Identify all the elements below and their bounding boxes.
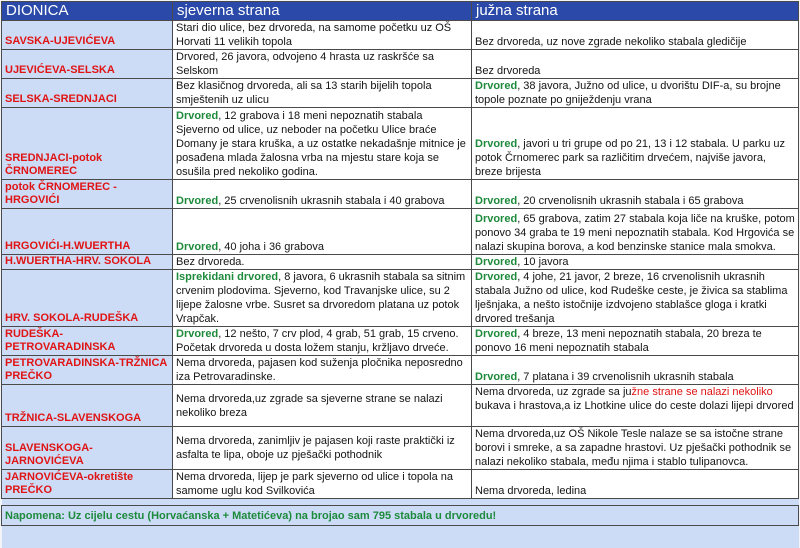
north-text: , 40 joha i 36 grabova (218, 241, 324, 253)
south-side-note (472, 180, 799, 209)
north-side-note (173, 21, 472, 50)
drvored-label: Drvored (475, 80, 517, 92)
north-side-note (173, 356, 472, 385)
drvored-label: Drvored (475, 138, 517, 150)
south-text: Nema drvoreda, ledina (475, 485, 586, 497)
south-text: , 20 crvenolisnih ukrasnih stabala i 65 grabova (517, 195, 743, 207)
north-text: , 25 crvenolisnih ukrasnih stabala i 40 grabova (218, 195, 444, 207)
south-text: Nema drvoreda, uz zgrade sa ju (475, 386, 632, 398)
bottom-area (2, 526, 799, 548)
section-name: H.WUERTHA-HRV. SOKOLA (2, 255, 173, 270)
south-text: Bez drvoreda, uz nove zgrade nekoliko stabala gledičije (475, 36, 747, 48)
south-side-note (472, 327, 799, 356)
header-south-side: južna strana (472, 2, 799, 21)
footnote: Napomena: Uz cijelu cestu (Horvaćanska + Matetićeva) na brojao sam 795 stabala u drvoredu! (2, 506, 799, 526)
north-side-note (173, 327, 472, 356)
north-text: Stari dio ulice, bez drvoreda, na samome početku uz OŠ Horvati 11 velikih topola (176, 22, 451, 48)
south-side-note (472, 108, 799, 180)
table-row (2, 427, 799, 470)
drvored-label: Drvored (176, 110, 218, 122)
section-name: SELSKA-SREDNJACI (2, 79, 173, 108)
table-row (2, 327, 799, 356)
table-row (2, 50, 799, 79)
north-side-note (173, 108, 472, 180)
north-side-note (173, 427, 472, 470)
table-row (2, 356, 799, 385)
drvored-label: Drvored (475, 195, 517, 207)
south-text: Nema drvoreda,uz OŠ Nikole Tesle nalaze se sa istočne strane borovi i smreke, a sa zapadne hrastovi. Uz pješački pothodnik se nalazi nekoliko stabala, među njima i stablo tulipanovca. (475, 428, 791, 468)
south-text-red: žne strane se nalazi nekoliko (632, 386, 773, 398)
drvored-label: Drvored (475, 371, 517, 383)
north-text: Nema drvoreda, lijep je park sjeverno od ulice i topola na samome uglu kod Svilkovića (176, 471, 453, 497)
north-text: Nema drvoreda,uz zgrade sa sjeverne strane se nalazi nekoliko breza (176, 393, 443, 419)
section-name: SREDNJACI-potok ČRNOMEREC (2, 108, 173, 180)
south-side-note (472, 79, 799, 108)
bottom-cell (2, 526, 799, 548)
south-text: Bez drvoreda (475, 65, 540, 77)
section-name: JARNOVIĆEVA-okretište PREČKO (2, 470, 173, 499)
north-text: Nema drvoreda, zanimljiv je pajasen koji raste praktički iz asfalta te lipa, oboje uz pješački pothodnik (176, 435, 455, 461)
north-side-note (173, 209, 472, 255)
south-text: , javori u tri grupe od po 21, 13 i 12 stabala. U parku uz potok Črnomerec park sa različitim drvećem, najviše javora, breze brijesta (475, 138, 785, 178)
south-side-note (472, 356, 799, 385)
north-text: , 12 grabova i 18 meni nepoznatih stabala Sjeverno od ulice, uz neboder na početku Ulice braće Domany je stara kruška, a uz ostatke nekadašnje mitnice je posađena mlada žalosna vrba na mjestu stare koja se osušila pred nekoliko godina. (176, 110, 466, 178)
drvored-label: Drvored (475, 328, 517, 340)
section-name: HRV. SOKOLA-RUDEŠKA (2, 270, 173, 327)
south-side-note (472, 21, 799, 50)
section-name: RUDEŠKA-PETROVARADINSKA (2, 327, 173, 356)
south-side-note (472, 470, 799, 499)
north-side-note (173, 255, 472, 270)
drvored-label: Drvored (475, 271, 517, 283)
drvored-label: Isprekidani drvored (176, 271, 278, 283)
table-row (2, 255, 799, 270)
north-side-note (173, 79, 472, 108)
south-text: , 4 johe, 21 javor, 2 breze, 16 crvenolisnih ukrasnih stabala Južno od ulice, kod Rudeške ceste, je živica sa stablima lješnjaka, a nešto istočnije izdvojeno stablašce gloga i kratki drvored trešanja (475, 271, 787, 325)
tree-survey-table (1, 1, 799, 548)
drvored-label: Drvored (176, 241, 218, 253)
spacer (2, 499, 799, 506)
south-text: , 65 grabova, zatim 27 stabala koja liče na kruške, potom ponovo 34 graba te 19 meni nepoznatih stabala. Kod Hrgovića se nalazi skupina borova, a kod benzinske stanice mala smokva. (475, 213, 795, 253)
section-name: TRŽNICA-SLAVENSKOGA (2, 385, 173, 427)
section-name: PETROVARADINSKA-TRŽNICA PREČKO (2, 356, 173, 385)
south-text: bukava i hrastova,a iz Lhotkine ulice do ceste dolazi lijepi drvored (475, 400, 794, 412)
table-row (2, 108, 799, 180)
drvored-label: Drvored (176, 328, 218, 340)
south-text: , 7 platana i 39 crvenolisnih ukrasnih stabala (517, 371, 733, 383)
south-text: , 4 breze, 13 meni nepoznatih stabala, 20 breza te ponovo 16 meni nepoznatih stabala (475, 328, 762, 354)
north-side-note (173, 470, 472, 499)
north-text: Nema drvoreda, pajasen kod suženja pločnika neposredno iza Petrovaradinske. (176, 357, 463, 383)
north-text: , 8 javora, 6 ukrasnih stabala sa sitnim crvenim plodovima. Sjeverno, kod Travanjske ulice, su 2 lijepe žalosne vrbe. Susret sa drvoredom platana uz potok Vrapčak. (176, 271, 465, 325)
north-text: Bez drvoreda. (176, 256, 244, 268)
south-side-note (472, 50, 799, 79)
table-row (2, 209, 799, 255)
table-row (2, 470, 799, 499)
header-dionica: DIONICA (2, 2, 173, 21)
drvored-label: Drvored (475, 213, 517, 225)
spacer-cell (2, 499, 799, 506)
section-name: SAVSKA-UJEVIĆEVA (2, 21, 173, 50)
header-row (2, 2, 799, 21)
south-side-note (472, 427, 799, 470)
south-side-note (472, 270, 799, 327)
drvored-label: Drvored (176, 195, 218, 207)
table-row (2, 270, 799, 327)
table-row (2, 21, 799, 50)
section-name: HRGOVIĆI-H.WUERTHA (2, 209, 173, 255)
north-text: , 12 nešto, 7 crv plod, 4 grab, 51 grab, 15 crveno. Početak drvoreda u dosta ložem stanju, kržljavo drveće. (176, 328, 459, 354)
header-north-side: sjeverna strana (173, 2, 472, 21)
south-side-note (472, 385, 799, 427)
south-side-note (472, 209, 799, 255)
north-side-note (173, 385, 472, 427)
north-side-note (173, 50, 472, 79)
south-text: , 38 javora, Južno od ulice, u dvorištu DIF-a, su brojne topole poznate po gniježdenju vrana (475, 80, 781, 106)
north-side-note (173, 180, 472, 209)
north-text: Drvored, 26 javora, odvojeno 4 hrasta uz raskršće sa Selskom (176, 51, 434, 77)
north-side-note (173, 270, 472, 327)
table-row (2, 180, 799, 209)
south-side-note (472, 255, 799, 270)
table-row (2, 79, 799, 108)
section-name: UJEVIĆEVA-SELSKA (2, 50, 173, 79)
drvored-label: Drvored (475, 256, 517, 268)
north-text: Bez klasičnog drvoreda, ali sa 13 starih bijelih topola smještenih uz ulicu (176, 80, 432, 106)
section-name: potok ČRNOMEREC - HRGOVIĆI (2, 180, 173, 209)
table-row (2, 385, 799, 427)
south-text: , 10 javora (517, 256, 568, 268)
section-name: SLAVENSKOGA-JARNOVIĆEVA (2, 427, 173, 470)
